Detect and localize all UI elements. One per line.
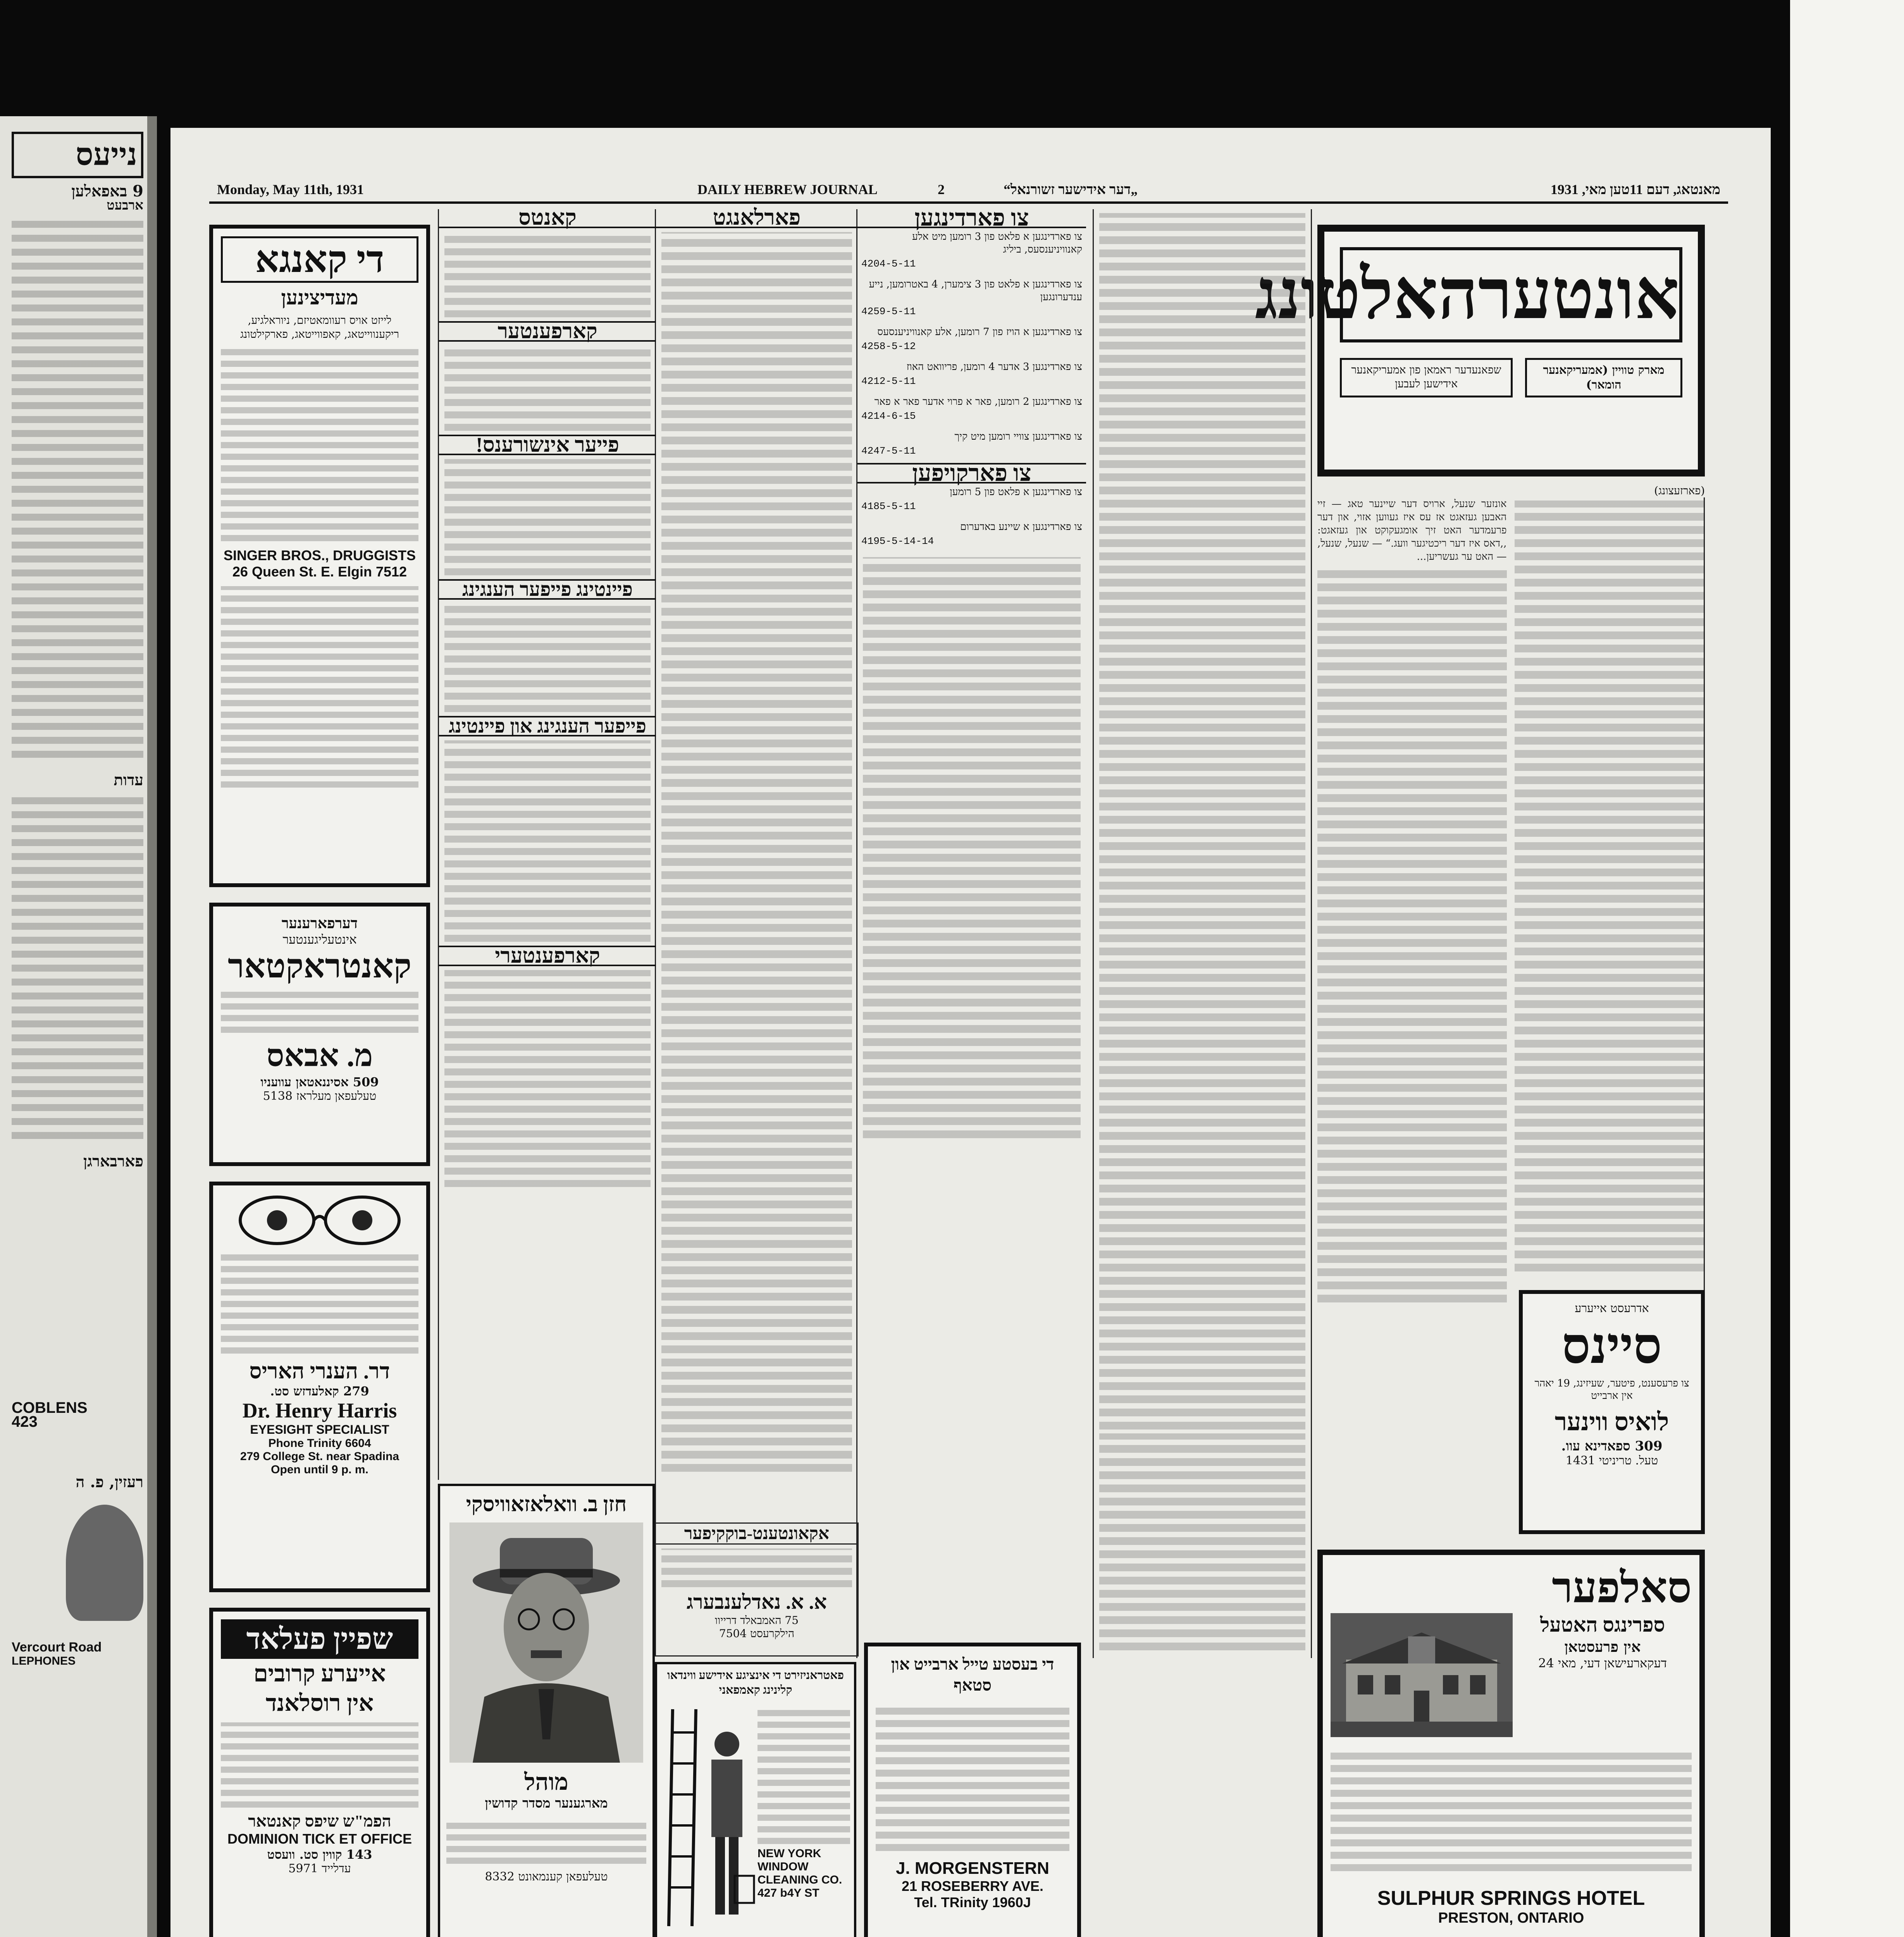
hotel-photo xyxy=(1331,1613,1513,1737)
masthead xyxy=(209,178,1728,204)
classified-code: 4185-5-11 xyxy=(861,501,916,512)
signs-ad xyxy=(1519,1290,1705,1534)
classified-entry xyxy=(857,323,1086,358)
article-head: (פארזעצונג) xyxy=(1654,484,1705,497)
scanner-margin xyxy=(1790,0,1904,1937)
kanga-singer: SINGER BROS., DRUGGISTS xyxy=(223,547,416,563)
contractor-title: קאנטראקטאר xyxy=(227,948,412,985)
hotel-sub2: אין פרעסטאן xyxy=(1564,1638,1641,1655)
entertainment-left-label: שפאנעדער ראמאן פון אמעריקאנער אידישען לעבען xyxy=(1340,358,1513,397)
fragment-road: Vercourt Road xyxy=(12,1640,102,1655)
optometrist-hours: Open until 9 p. m. xyxy=(271,1463,368,1476)
accountant-name: א. א. נאדלענבערג xyxy=(687,1591,827,1614)
fragment-line-3: עדות xyxy=(114,771,143,789)
article-column-left xyxy=(1515,497,1705,1306)
classified-code: 4195-5-14-14 xyxy=(861,535,934,547)
chazan-portrait xyxy=(449,1522,643,1763)
optometrist-body xyxy=(221,1253,418,1354)
morgenstern-body xyxy=(876,1704,1069,1851)
optometrist-title: EYESIGHT SPECIALIST xyxy=(250,1423,389,1436)
classified-entry xyxy=(857,518,1086,553)
carpentry-text xyxy=(444,970,651,1187)
contracts-heading: קאנטס xyxy=(439,209,656,228)
window-body xyxy=(757,1705,850,1844)
for-sale-heading: צו פארקויפען xyxy=(857,463,1086,483)
kanga-text-2 xyxy=(221,586,418,788)
morgenstern-phone: Tel. TRinity 1960J xyxy=(914,1894,1031,1910)
fragment-portrait xyxy=(66,1505,143,1621)
classified-column-to-rent xyxy=(856,205,1086,1658)
contractor-body xyxy=(221,990,418,1033)
contractor-ad xyxy=(209,903,430,1166)
classified-text: צו פארדינגען א הויז פון 7 רומען, אלע קאנוויניענסעס xyxy=(877,326,1082,338)
article-column-right xyxy=(1317,497,1507,1306)
accountant-phone: הילקרעסט 7504 xyxy=(719,1627,795,1640)
hotel-city: PRESTON, ONTARIO xyxy=(1438,1910,1584,1926)
window-cleaning-ad xyxy=(655,1662,856,1937)
signs-phone: טעל. טריניטי 1431 xyxy=(1565,1454,1658,1467)
window-en2: WINDOW xyxy=(757,1860,809,1873)
fragment-line-2: ארבעט xyxy=(107,198,143,213)
contractor-sub: אינטעליגענטער xyxy=(282,932,357,947)
wanted-text-block xyxy=(661,232,852,1472)
adjacent-page-fragment xyxy=(0,116,147,1937)
shifs-phone: עדלייד 5971 xyxy=(288,1862,351,1875)
classified-text: צו פארדינגען צוויי רומען מיט קיך xyxy=(954,431,1082,442)
fragment-line-1: 9 באפאלען xyxy=(71,182,143,200)
optometrist-name: Dr. Henry Harris xyxy=(242,1399,397,1422)
paper-hanging-heading: פייפער הענגינג און פיינטינג xyxy=(439,716,656,736)
chazan-role: מוהל xyxy=(524,1769,568,1795)
classified-text-block xyxy=(863,557,1081,1138)
wanted-heading: פארלאנגט xyxy=(656,209,857,228)
insurance-text xyxy=(444,459,651,575)
shifs-body xyxy=(221,1722,418,1808)
window-cleaner-illustration xyxy=(661,1701,757,1934)
classified-code: 4212-5-11 xyxy=(861,375,916,387)
fragment-line-5: רעזין, פ. ה xyxy=(76,1473,143,1491)
article-text-block xyxy=(1317,566,1507,1302)
contracts-text xyxy=(444,232,651,317)
chazan-body xyxy=(446,1817,646,1864)
hotel-body-text xyxy=(1331,1747,1692,1871)
hotel-sub1: ספרינגס האטעל xyxy=(1540,1614,1665,1636)
chazan-phone: טעלעפאן קענמאונט 8332 xyxy=(485,1870,608,1884)
classified-entry xyxy=(857,358,1086,393)
story-continuation-column xyxy=(1093,209,1312,1658)
signs-sub: צו פרעסענט, פיטער, שעיזינג, 19 יאהר אין ארבייט xyxy=(1534,1378,1689,1402)
accountant-body xyxy=(661,1548,852,1587)
kanga-title: די קאנגא xyxy=(221,236,418,283)
signs-title: סיינס xyxy=(1561,1318,1662,1374)
fragment-tel: LEPHONES xyxy=(12,1655,76,1667)
fragment-line-4: פארבארגן xyxy=(83,1152,143,1170)
morgenstern-head: די בעסטע טייל ארבייט און סטאף xyxy=(891,1656,1054,1694)
optometrist-addr: 279 College St. near Spadina xyxy=(240,1450,399,1463)
kanga-text xyxy=(221,347,418,541)
classified-code: 4204-5-11 xyxy=(861,258,916,270)
chazan-title: חזן ב. וואלאזאוויסקי xyxy=(466,1493,627,1516)
contractor-pre: דערפארענער xyxy=(281,914,358,932)
fragment-addr: 423 xyxy=(12,1413,38,1430)
window-en3: CLEANING CO. xyxy=(757,1873,842,1886)
fragment-text xyxy=(12,132,143,1668)
window-head: פאטראניזירט די אינציגע אידישע ווינדאו קלינינג קאמפאני xyxy=(667,1669,844,1696)
shifs-sub2: אין רוסלאנד xyxy=(265,1690,374,1716)
kanga-sub: מעדיצינען xyxy=(281,287,358,309)
contractor-addr: 509 אסיננאטאן עוועניו xyxy=(260,1075,379,1089)
kanga-addr: 26 Queen St. E. Elgin 7512 xyxy=(232,564,407,580)
page-edge-shadow xyxy=(147,116,157,1937)
newspaper-page xyxy=(170,128,1771,1937)
signs-pre: אדרעסט אייערע xyxy=(1575,1302,1649,1315)
morgenstern-name: J. MORGENSTERN xyxy=(895,1859,1050,1878)
classified-entry xyxy=(857,276,1086,323)
story-text-block-2 xyxy=(1099,1433,1305,1650)
classified-text: צו פארדינגען 3 אדער 4 רומען, פריוואט האוז xyxy=(906,361,1082,373)
classified-entry xyxy=(857,228,1086,276)
window-addr: 427 b4Y ST xyxy=(757,1887,819,1899)
accountant-ad xyxy=(655,1522,859,1657)
story-text-block xyxy=(1099,213,1305,1430)
carpentry-heading: קארפענטערי xyxy=(439,946,656,966)
fragment-text-block-2 xyxy=(12,790,143,1139)
paper-name-english: DAILY HEBREW JOURNAL xyxy=(697,182,878,197)
classified-text: צו פארדינגען א פלאט פון 3 רומען מיט אלע קאנוויניענסעס, ביליג xyxy=(912,231,1082,255)
accountant-addr: 75 האמבאלד דרייוו xyxy=(714,1614,799,1627)
signs-name: לואיס ווינער xyxy=(1555,1408,1669,1436)
entertainment-box xyxy=(1255,225,1705,477)
classified-entry xyxy=(857,483,1086,518)
signs-addr: 309 ספאדינא עוו. xyxy=(1561,1438,1663,1454)
fragment-coblens: COBLENS xyxy=(12,1399,88,1416)
shifs-addr: 143 קווין סט. וועסט xyxy=(267,1847,372,1862)
optometrist-phone: Phone Trinity 6604 xyxy=(268,1437,371,1450)
hotel-sub3: דעקארעישאן דעי, מאי 24 xyxy=(1538,1656,1667,1670)
date-yiddish: מאנטאג, דעם 11טען מאי, 1931 xyxy=(1550,182,1720,197)
optometrist-ad xyxy=(209,1182,430,1592)
eyeglasses-illustration xyxy=(227,1193,413,1247)
classified-code: 4214-6-15 xyxy=(861,410,916,422)
paper-name-yiddish: „דער אידישער זשורנאל“ xyxy=(1004,182,1138,197)
paper-hanging-text xyxy=(444,740,651,942)
page-number: 2 xyxy=(938,182,945,197)
shifs-office: DOMINION TICK ET OFFICE xyxy=(227,1831,412,1847)
optometrist-addr-yiddish: 279 קאלעדזש סט. xyxy=(270,1384,369,1399)
classified-text: צו פארדינגען א פלאט פון 3 צימערן, 4 באטרומען, נייע ענדערונגען xyxy=(869,279,1082,303)
painting-text xyxy=(444,604,651,712)
classified-code: 4259-5-11 xyxy=(861,306,916,317)
entertainment-title: אונטערהאלטונג xyxy=(1340,247,1682,342)
classified-column-wanted xyxy=(655,206,857,1522)
shifs-ad xyxy=(209,1608,430,1937)
classified-entry xyxy=(857,393,1086,428)
carpenter-heading: קארפענטער xyxy=(439,321,656,342)
window-en1: NEW YORK xyxy=(757,1847,821,1860)
entertainment-right-label: מארק טוויין (אמעריקאנער הומאר) xyxy=(1525,358,1682,397)
classified-entry xyxy=(857,428,1086,463)
carpenter-text xyxy=(444,346,651,431)
hotel-name-english: SULPHUR SPRINGS HOTEL xyxy=(1377,1887,1645,1909)
kanga-body: לייזט אויס רעוומאטיזם, ניוראלגיע, ריקענווייטאג, קאפווייטאג, פארקילטונג xyxy=(240,314,399,341)
shifs-title: שפיין פעלאד xyxy=(221,1619,418,1659)
kanga-ad xyxy=(209,225,430,887)
contractor-name: מ. אבאס xyxy=(266,1039,373,1073)
article-body: אונזער שנעל, ארויס דער שיינער טאג — זיי האבען געזאגט אז עס איז געווען אזוי, און דער פרעמדער האט זיך אומגעקוקט און געזאגט: ,,דאס איז דער ריכטיגער וועג.“ — שנעל, שנעל, — האט ער געשריען... xyxy=(1317,498,1507,563)
optometrist-name-yiddish: דר. הענרי האריס xyxy=(249,1359,390,1383)
to-rent-heading: צו פארדינגען xyxy=(857,209,1086,228)
entertainment-article xyxy=(1317,484,1705,1282)
accountant-heading: אקאונטענט-בוקקיפער xyxy=(656,1524,857,1545)
chazan-sub: מארגענער מסדר קדושין xyxy=(485,1796,608,1811)
shifs-sub1: אייערע קרובים xyxy=(253,1661,386,1686)
fragment-text-block xyxy=(12,215,143,758)
morgenstern-ad xyxy=(864,1643,1081,1937)
article-text-block-2 xyxy=(1515,501,1704,1271)
painting-heading: פיינטינג פייפער הענגינג xyxy=(439,579,656,600)
fire-insurance-heading: פייער אינשורענס! xyxy=(439,435,656,455)
fragment-head: נייעס xyxy=(12,132,143,178)
contractor-phone: טעלעפאן מעלראז 5138 xyxy=(263,1089,377,1103)
classified-text: צו פארדינגען א פלאט פון 5 רומען xyxy=(950,486,1082,498)
chazan-ad xyxy=(438,1484,655,1937)
morgenstern-addr: 21 ROSEBERRY AVE. xyxy=(901,1878,1044,1894)
hotel-ad xyxy=(1317,1550,1705,1937)
classified-text: צו פארדינגען א שיינע באדערום xyxy=(960,521,1082,533)
classified-column-services xyxy=(438,206,656,1480)
classified-text: צו פארדינגען 2 רומען, פאר א פרוי אדער פאר א פאר xyxy=(874,396,1082,408)
hotel-title: סאלפער xyxy=(1552,1564,1692,1612)
classified-code: 4258-5-12 xyxy=(861,341,916,352)
classified-code: 4247-5-11 xyxy=(861,445,916,457)
shifs-office-yiddish: הפמ"ש שיפס קאנטאר xyxy=(248,1813,391,1830)
date-english: Monday, May 11th, 1931 xyxy=(217,182,364,197)
